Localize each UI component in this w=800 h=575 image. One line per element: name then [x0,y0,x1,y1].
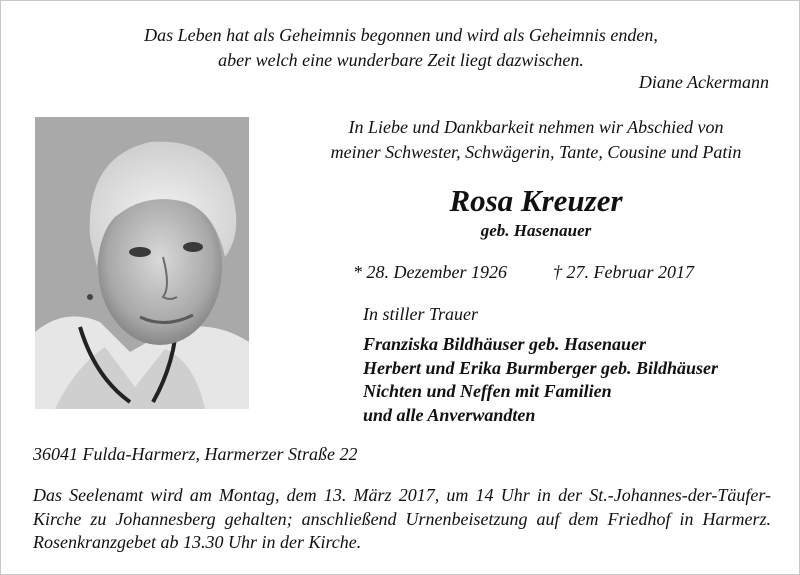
mourners-list [363,333,718,427]
death-date: † 27. Februar 2017 [553,262,694,282]
mourner-line: Nichten und Neffen mit Familien [363,381,612,401]
portrait-illustration [35,117,249,409]
quote-author: Diane Ackermann [638,72,769,92]
mourner-line: Herbert und Erika Burmberger geb. Bildhäuser [363,357,719,378]
intro-line-1: In Liebe und Dankbarkeit nehmen wir Abschied von [348,117,724,137]
mourner-line: Franziska Bildhäuser geb. Hasenauer [363,334,647,354]
motto-line-2: aber welch eine wunderbare Zeit liegt dazwischen. [218,50,584,70]
funeral-service-text: Das Seelenamt wird am Montag, dem 13. März 2017, um 14 Uhr in der St.-Johannes-der-Täufer-Kirche zu Johannesberg gehalten; anschließend Urnenbeisetzung auf dem Friedhof in Harmerz. Rosenkranzgebet ab 13.30 Uhr in der Kirche. [33,485,771,552]
motto-quote [101,23,701,73]
intro-line-2: meiner Schwester, Schwägerin, Tante, Cousine und Patin [330,142,742,162]
birth-date: * 28. Dezember 1926 [353,262,507,282]
intro-text [271,115,800,165]
motto-line-1: Das Leben hat als Geheimnis begonnen und wird als Geheimnis enden, [144,25,658,45]
portrait-photo [35,117,249,409]
maiden-name: geb. Hasenauer [480,221,592,240]
deceased-name: Rosa Kreuzer [449,183,623,218]
mourning-label: In stiller Trauer [363,304,479,324]
family-address: 36041 Fulda-Harmerz, Harmerzer Straße 22 [33,444,358,464]
mourner-line: und alle Anverwandten [363,404,536,425]
